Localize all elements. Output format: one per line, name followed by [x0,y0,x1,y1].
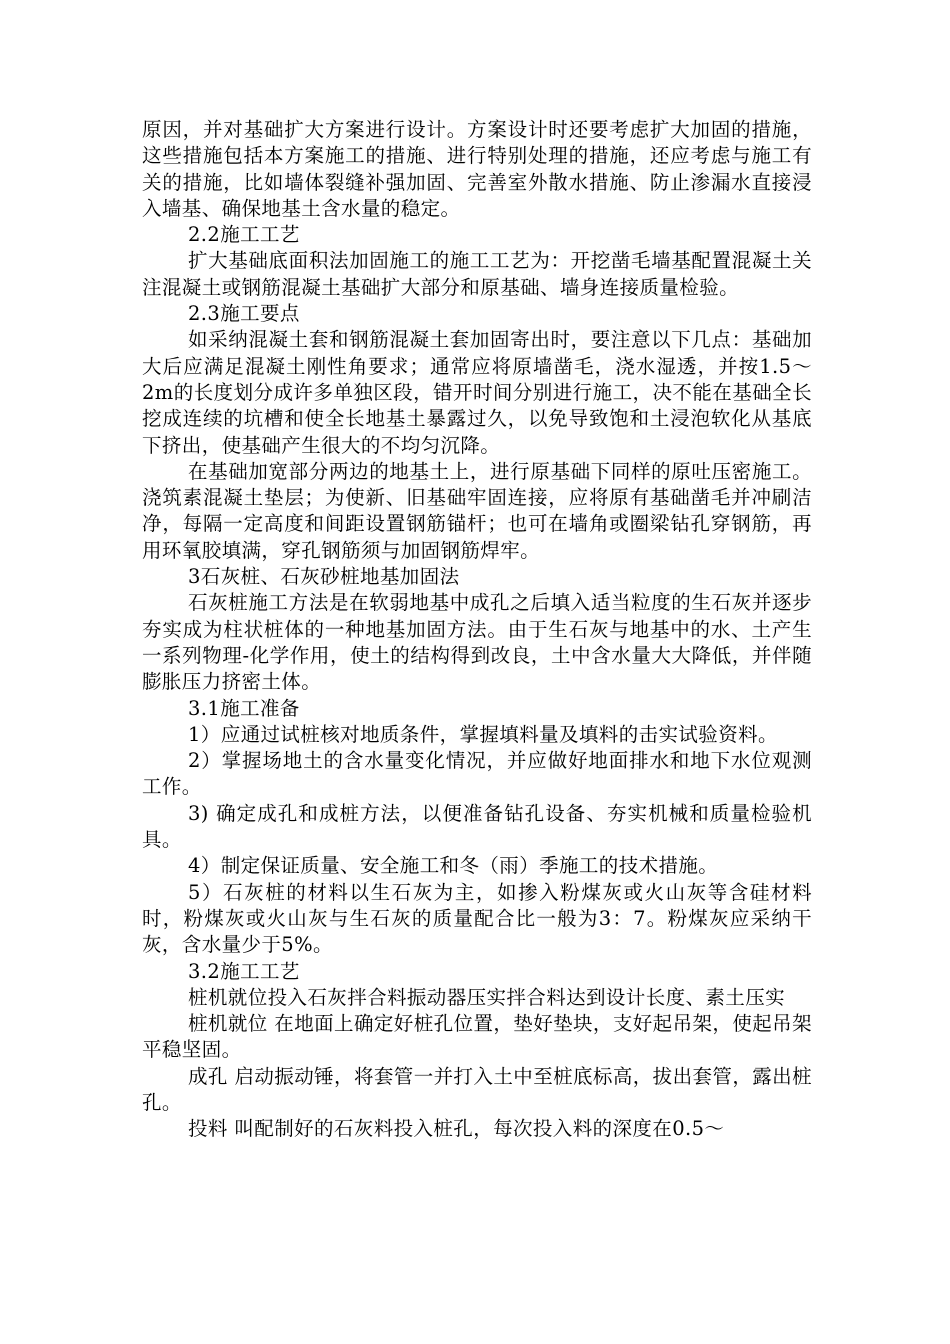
paragraph: 原因，并对基础扩大方案进行设计。方案设计时还要考虑扩大加固的措施，这些措施包括本方案施工的措施、进行特别处理的措施，还应考虑与施工有关的措施，比如墙体裂缝补强加固、完善室外散水措施、防止渗漏水直接浸入墙基、确保地基土含水量的稳定。 [142,118,812,220]
paragraph: 桩机就位 在地面上确定好桩孔位置，垫好垫块，支好起吊架，使起吊架平稳坚固。 [142,1012,812,1062]
paragraph: 3石灰桩、石灰砂桩地基加固法 [188,565,460,589]
paragraph: 2.2施工工艺 [188,223,300,247]
paragraph: 在基础加宽部分两边的地基土上，进行原基础下同样的原吐压密施工。浇筑素混凝土垫层；为使新、旧基础牢固连接，应将原有基础凿毛并冲刷洁净，每隔一定高度和间距设置钢筋锚杆；也可在墙角或圈梁钻孔穿钢筋，再用环氧胶填满，穿孔钢筋须与加固钢筋焊牢。 [142,459,812,562]
paragraph: 成孔 启动振动锤，将套管一并打入土中至桩底标高，拔出套管，露出桩孔。 [142,1064,812,1114]
paragraph: 3) 确定成孔和成桩方法，以便准备钻孔设备、夯实机械和质量检验机具。 [142,801,812,852]
paragraph: 桩机就位投入石灰拌合料振动器压实拌合料达到设计长度、素土压实 [188,985,786,1009]
paragraph: 4）制定保证质量、安全施工和冬（雨）季施工的技术措施。 [188,854,719,878]
document-body [142,117,812,1143]
paragraph: 石灰桩施工方法是在软弱地基中成孔之后填入适当粒度的生石灰并逐步夯实成为柱状桩体的一种地基加固方法。由于生石灰与地基中的水、土产生一系列物理-化学作用，使土的结构得到改良，土中含水量大大降低，并伴随膨胀压力挤密土体。 [142,591,812,694]
paragraph: 3.1施工准备 [188,696,300,720]
paragraph: 2.3施工要点 [188,302,300,326]
paragraph: 1）应通过试桩核对地质条件，掌握填料量及填料的击实试验资料。 [188,722,778,746]
paragraph: 扩大基础底面积法加固施工的施工工艺为：开挖凿毛墙基配置混凝土关注混凝土或钢筋混凝土基础扩大部分和原基础、墙身连接质量检验。 [142,249,812,299]
paragraph: 2）掌握场地土的含水量变化情况，并应做好地面排水和地下水位观测工作。 [142,749,812,799]
paragraph: 5）石灰桩的材料以生石灰为主，如掺入粉煤灰或火山灰等含硅材料时，粉煤灰或火山灰与生石灰的质量配合比一般为3：7。粉煤灰应采纳干灰，含水量少于5%。 [142,880,812,957]
paragraph: 投料 叫配制好的石灰料投入桩孔，每次投入料的深度在0.5～ [188,1117,725,1141]
paragraph: 3.2施工工艺 [188,959,300,983]
paragraph: 如采纳混凝土套和钢筋混凝土套加固寄出时，要注意以下几点：基础加大后应满足混凝土刚性角要求；通常应将原墙凿毛，浇水湿透，并按1.5～2m的长度划分成许多单独区段，错开时间分别进行施工，决不能在基础全长挖成连续的坑槽和使全长地基土暴露过久，以免导致饱和土浸泡软化从基底下挤出，使基础产生很大的不均匀沉降。 [142,328,812,457]
